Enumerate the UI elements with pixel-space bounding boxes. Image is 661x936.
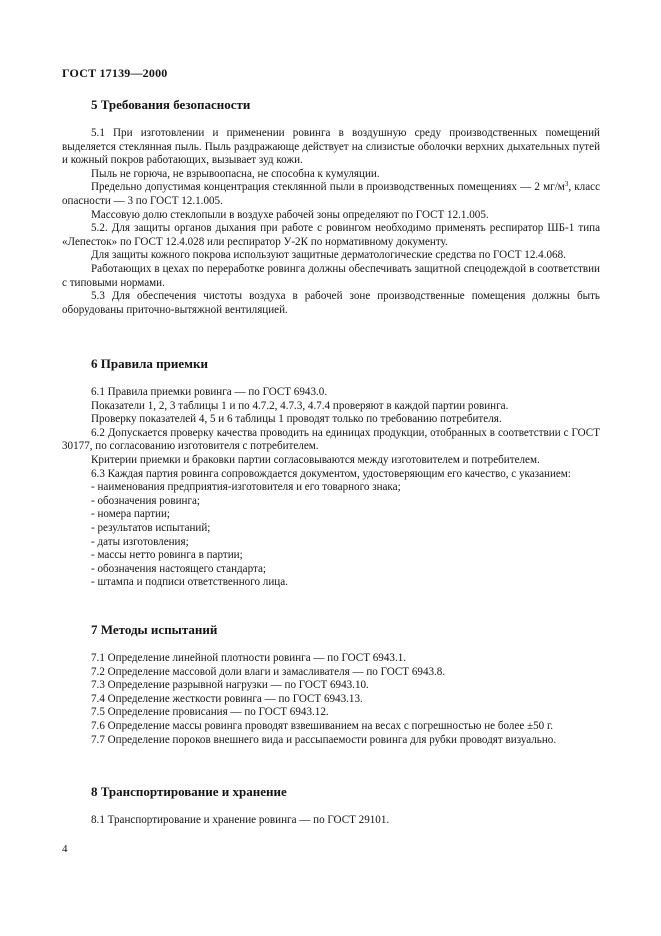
page-number: 4 (62, 843, 68, 855)
mac-text-a: Предельно допустимая концентрация стеклянной пыли в производственных помещениях — 2 мг/м (91, 181, 565, 194)
list-item: - результатов испытаний; (91, 521, 211, 534)
paragraph-5-3: 5.3 Для обеспечения чистоты воздуха в рабочей зоне производственные помещения должны быть оборудованы приточно-вытяжной вентиляцией. (62, 290, 600, 316)
paragraph-7-4: 7.4 Определение жесткости ровинга — по ГОСТ 6943.13. (91, 692, 363, 705)
paragraph-6-2: 6.2 Допускается проверку качества проводить на единицах продукции, отобранных в соответствии с ГОСТ 30177, по согласованию изготовителя с потребителем. (62, 426, 600, 453)
paragraph-5-1-dust: Пыль не горюча, не взрывоопасна, не способна к кумуляции. (91, 167, 380, 180)
section-7 (62, 622, 600, 747)
paragraph-5-1-mac (62, 181, 600, 208)
paragraph-5-1: 5.1 При изготовлении и применении ровинга в воздушную среду производственных помещений выделяется стеклянная пыль. Пыль раздражающе действует на слизистые оболочки верхних дыхательных путей и кожный покров работающих, вызывает зуд кожи. (62, 127, 600, 167)
paragraph-5-2: 5.2. Для защиты органов дыхания при работе с ровингом необходимо применять респиратор ШБ-1 типа «Лепесток» по ГОСТ 12.4.028 или респиратор У-2К по нормативному документу. (62, 222, 600, 248)
list-item: - наименования предприятия-изготовителя и его товарного знака; (91, 481, 401, 494)
paragraph-5-2-workwear: Работающих в цехах по переработке ровинга должны обеспечивать защитной спецодеждой в соответствии с типовыми нормами. (62, 262, 600, 289)
paragraph-6-1-check: Проверку показателей 4, 5 и 6 таблицы 1 проводят только по требованию потребителя. (91, 413, 502, 426)
paragraph-6-2-criteria: Критерии приемки и браковки партии согласовываются между изготовителем и потребителем. (91, 453, 540, 466)
paragraph-6-1: 6.1 Правила приемки ровинга — по ГОСТ 6943.0. (91, 386, 328, 398)
mac-text-b: , класс опасности — 3 по ГОСТ 12.1.005. (62, 181, 600, 207)
paragraph-7-7: 7.7 Определение пороков внешнего вида и рассыпаемости ровинга для рубки проводят визуально. (91, 733, 557, 746)
paragraph-5-2-skin: Для защиты кожного покрова используют защитные дерматологические средства по ГОСТ 12.4.068. (91, 249, 566, 262)
section-5 (62, 97, 600, 317)
section-7-title: 7 Методы испытаний (91, 622, 218, 637)
section-6 (62, 356, 600, 590)
paragraph-7-6: 7.6 Определение массы ровинга проводят взвешиванием на весах с погрешностью не более ±50 г. (91, 719, 554, 732)
paragraph-7-2: 7.2 Определение массовой доли влаги и замасливателя — по ГОСТ 6943.8. (91, 665, 446, 678)
list-item: - даты изготовления; (91, 535, 189, 548)
paragraph-7-3: 7.3 Определение разрывной нагрузки — по ГОСТ 6943.10. (91, 679, 369, 692)
paragraph-7-5: 7.5 Определение провисания — по ГОСТ 6943.12. (91, 706, 329, 719)
section-6-title: 6 Правила приемки (91, 356, 208, 371)
paragraph-7-1: 7.1 Определение линейной плотности ровинга — по ГОСТ 6943.1. (91, 652, 407, 664)
document-header: ГОСТ 17139—2000 (62, 66, 168, 80)
list-item: - обозначения ровинга; (91, 494, 201, 507)
section-8-title: 8 Транспортирование и хранение (91, 784, 287, 799)
section-8 (62, 784, 600, 828)
section-5-title: 5 Требования безопасности (91, 97, 251, 112)
mac-superscript: 3 (564, 180, 569, 189)
list-item: - массы нетто ровинга в партии; (91, 549, 243, 562)
paragraph-6-3: 6.3 Каждая партия ровинга сопровождается документом, удостоверяющим его качество, с указанием: (91, 467, 571, 480)
paragraph-5-1-measure: Массовую долю стеклопыли в воздухе рабочей зоны определяют по ГОСТ 12.1.005. (91, 208, 489, 221)
paragraph-6-1-indicators: Показатели 1, 2, 3 таблицы 1 и по 4.7.2, 4.7.3, 4.7.4 проверяют в каждой партии ровинга. (91, 399, 509, 412)
paragraph-8-1: 8.1 Транспортирование и хранение ровинга — по ГОСТ 29101. (91, 814, 390, 826)
list-item: - номера партии; (91, 508, 170, 521)
list-item: - штампа и подписи ответственного лица. (91, 576, 288, 589)
list-item: - обозначения настоящего стандарта; (91, 562, 266, 575)
